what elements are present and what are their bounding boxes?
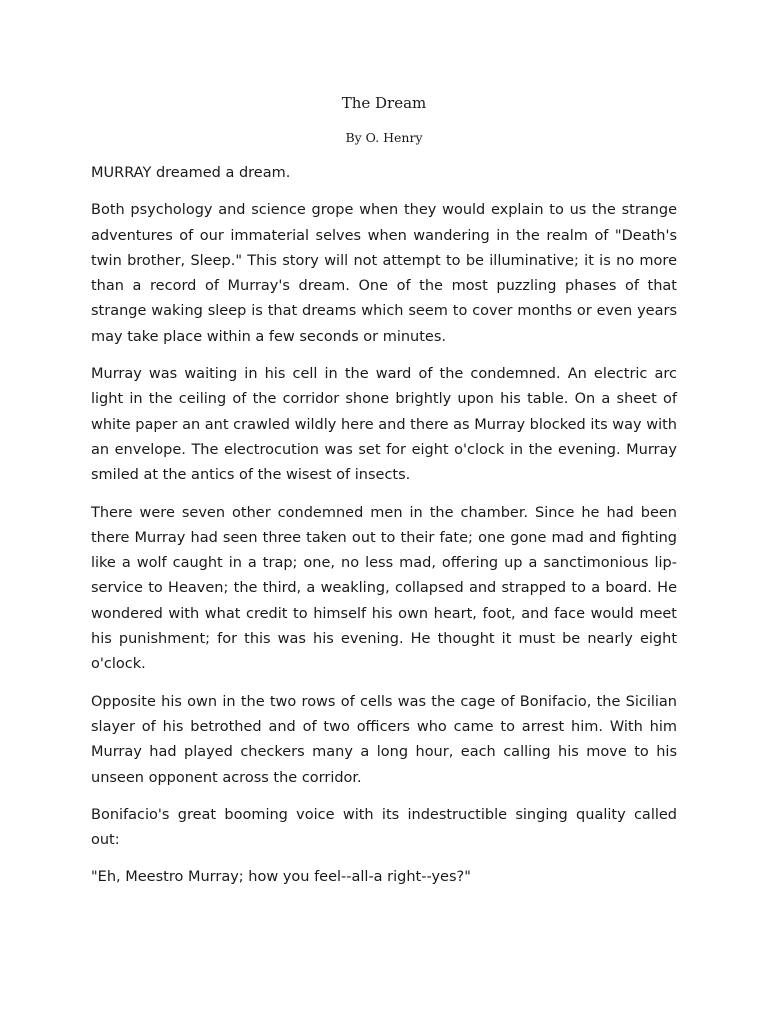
document-title: The Dream — [341, 94, 427, 112]
document-byline: By O. Henry — [345, 130, 423, 145]
paragraph: Murray was waiting in his cell in the ward of the condemned. An electric arc light in the ceiling of the corridor shone brightly upon his table. On a sheet of white paper an ant crawled wildly here and there as Murray blocked its way with an envelope. The electrocution was set for eight o'clock in the evening. Murray smiled at the antics of the wisest of insects. — [91, 366, 677, 484]
paragraph: Both psychology and science grope when they would explain to us the strange adventures of our immaterial selves when wandering in the realm of "Death's twin brother, Sleep." This story will not attempt to be illuminative; it is no more than a record of Murray's dream. One of the most puzzling phases of that strange waking sleep is that dreams which seem to cover months or even years may take place within a few seconds or minutes. — [91, 202, 677, 345]
paragraph: There were seven other condemned men in the chamber. Since he had been there Murray had seen three taken out to their fate; one gone mad and fighting like a wolf caught in a trap; one, no less mad, offering up a sanctimonious lip-service to Heaven; the third, a weakling, collapsed and strapped to a board. He wondered with what credit to himself his own heart, foot, and face would meet his punishment; for this was his evening. He thought it must be nearly eight o'clock. — [91, 504, 677, 673]
paragraph: Bonifacio's great booming voice with its indestructible singing quality called out: — [91, 806, 677, 849]
paragraph: Opposite his own in the two rows of cells was the cage of Bonifacio, the Sicilian slayer of his betrothed and of two officers who came to arrest him. With him Murray had played checkers many a long hour, each calling his move to his unseen opponent across the corridor. — [91, 693, 677, 786]
document-body — [91, 161, 677, 903]
paragraph: "Eh, Meestro Murray; how you feel--all-a right--yes?" — [91, 869, 471, 886]
paragraph: MURRAY dreamed a dream. — [91, 165, 291, 181]
